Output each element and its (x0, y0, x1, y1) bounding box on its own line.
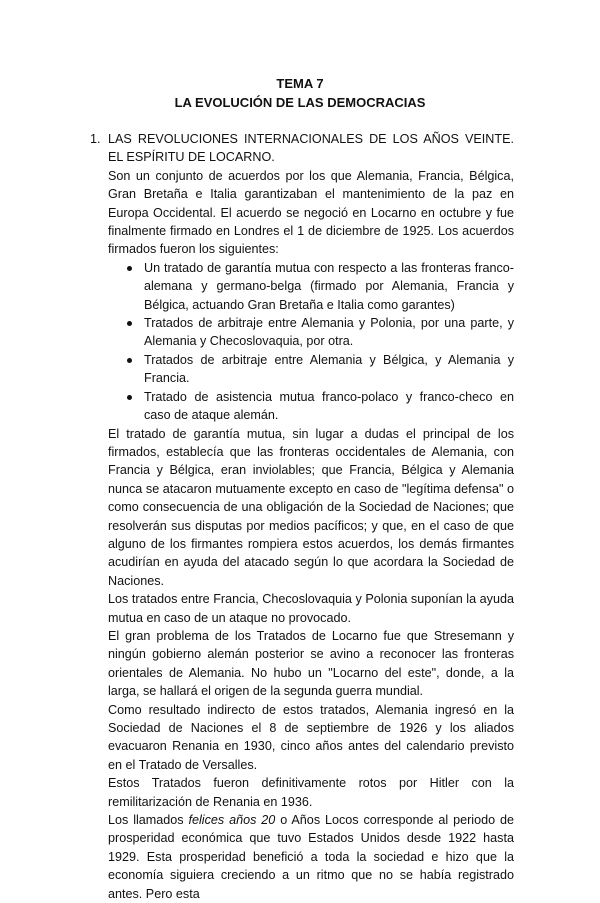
paragraph: Los tratados entre Francia, Checoslovaquia y Polonia suponían la ayuda mutua en caso de un ataque no provocado. (108, 592, 514, 625)
paragraph-felices-anos-20 (90, 811, 514, 903)
paragraph-text-post: o Años Locos corresponde al periodo de prosperidad económica que tuvo Estados Unidos desde 1922 hasta 1929. Esta prosperidad benefició a toda la sociedad e hizo que la economía siguiera creciendo a un ritmo que no se había registrado antes. Pero esta (108, 813, 515, 901)
list-item (144, 259, 514, 314)
list-item-text: Tratado de asistencia mutua franco-polaco y franco-checo en caso de ataque alemán. (144, 389, 514, 423)
agreements-list (90, 259, 514, 425)
list-item-text: Tratados de arbitraje entre Alemania y Polonia, por una parte, y Alemania y Checoslovaquia, por otra. (144, 316, 514, 349)
section-heading (90, 130, 514, 167)
section-number: 1. (90, 132, 101, 146)
section-1 (90, 130, 514, 903)
paragraph: El tratado de garantía mutua, sin lugar a dudas el principal de los firmados, establecía que las fronteras occidentales de Alemania, con Francia y Bélgica, eran inviolables; que Francia, Bélgica y Alemania nunca se atacaron mutuamente excepto en caso de "legítima defensa" o como consecuencia de una obligación de la Sociedad de Naciones; que resolverán sus disputas por medios pacíficos; y que, en el caso de que alguno de los firmantes rompiera estos acuerdos, los demás firmantes acudirían en ayuda del atacado según lo que acordara la Sociedad de Naciones. (108, 426, 514, 588)
bullet-icon (127, 321, 132, 326)
section-heading-text: LAS REVOLUCIONES INTERNACIONALES DE LOS AÑOS VEINTE. EL ESPÍRITU DE LOCARNO. (108, 132, 514, 165)
tema-label: TEMA 7 (276, 76, 324, 91)
paragraph: Estos Tratados fueron definitivamente rotos por Hitler con la remilitarización de Renania en 1936. (108, 776, 514, 809)
list-item (144, 388, 514, 425)
page-title: LA EVOLUCIÓN DE LAS DEMOCRACIAS (174, 95, 426, 110)
intro-paragraph: Son un conjunto de acuerdos por los que Alemania, Francia, Bélgica, Gran Bretaña e Italia garantizaban el mantenimiento de la paz en Europa Occidental. El acuerdo se negoció en Locarno en octubre y fue finalmente firmado en Londres el 1 de diciembre de 1925. Los acuerdos firmados fueron los siguientes: (108, 168, 514, 257)
paragraph: Como resultado indirecto de estos tratados, Alemania ingresó en la Sociedad de Naciones el 8 de septiembre de 1926 y los aliados evacuaron Renania en 1930, cinco años antes del calendario previsto en el Tratado de Versalles. (108, 702, 514, 772)
list-item (144, 351, 514, 388)
list-item (144, 314, 514, 351)
bullet-icon (127, 358, 132, 363)
paragraph-text-pre: Los llamados (108, 813, 189, 828)
list-item-text: Tratados de arbitraje entre Alemania y Bélgica, y Alemania y Francia. (144, 352, 514, 386)
bullet-icon (127, 395, 132, 400)
italic-term: felices años 20 (188, 813, 276, 828)
paragraph: El gran problema de los Tratados de Locarno fue que Stresemann y ningún gobierno alemán posterior se avino a reconocer las fronteras orientales de Alemania. No hubo un "Locarno del este", donde, a la larga, se hallará el origen de la segunda guerra mundial. (108, 628, 514, 699)
bullet-icon (127, 266, 132, 271)
list-item-text: Un tratado de garantía mutua con respecto a las fronteras franco-alemana y germano-belga (firmado por Alemania, Francia y Bélgica, actuando Gran Bretaña e Italia como garantes) (144, 260, 514, 312)
